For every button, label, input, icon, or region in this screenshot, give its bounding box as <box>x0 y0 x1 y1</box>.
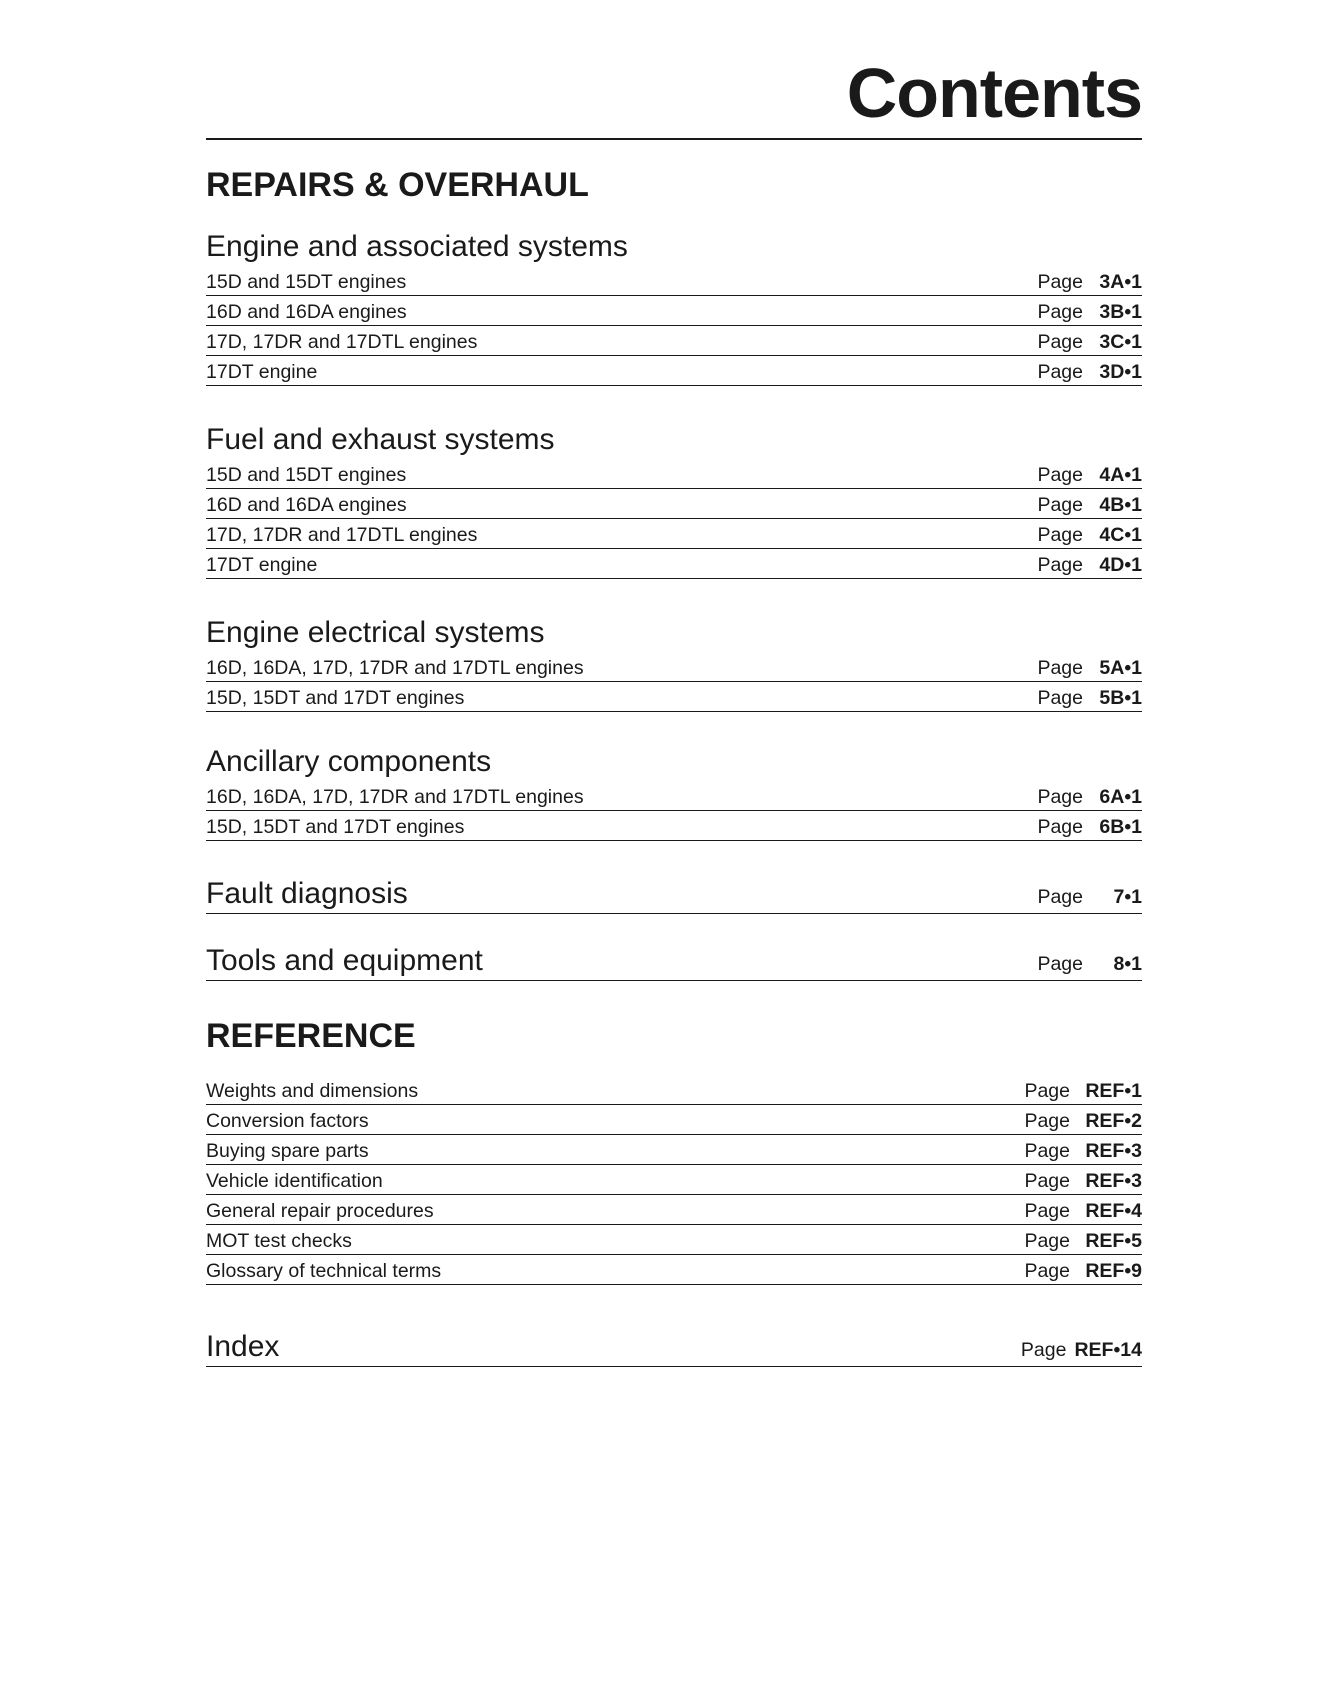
entry-label: Vehicle identification <box>206 1169 383 1192</box>
page-ref: REF•1 <box>1085 1079 1142 1102</box>
page-ref: REF•5 <box>1085 1229 1142 1252</box>
section-engine <box>206 232 1142 386</box>
entry-label: Fault diagnosis <box>206 877 408 910</box>
page-ref: 6B•1 <box>1099 815 1142 838</box>
section-index <box>206 1327 1142 1367</box>
entry-label: General repair procedures <box>206 1199 434 1222</box>
page-word: Page <box>1024 1169 1070 1192</box>
page-ref: 4D•1 <box>1099 553 1142 576</box>
page-ref: 3A•1 <box>1099 270 1142 293</box>
page-ref: REF•3 <box>1085 1139 1142 1162</box>
page-ref: 4B•1 <box>1099 493 1142 516</box>
toc-entry[interactable] <box>206 1195 1142 1225</box>
page-ref: 7•1 <box>1113 885 1142 908</box>
toc-entry-tools[interactable] <box>206 941 1142 981</box>
entry-label: 15D, 15DT and 17DT engines <box>206 686 465 709</box>
page-word: Page <box>1037 686 1083 709</box>
entry-label: 15D and 15DT engines <box>206 270 407 293</box>
reference-heading: REFERENCE <box>206 1017 416 1055</box>
entry-label: Weights and dimensions <box>206 1079 419 1102</box>
toc-entry-index[interactable] <box>206 1327 1142 1367</box>
page-ref: 5B•1 <box>1099 686 1142 709</box>
toc-entry[interactable] <box>206 489 1142 519</box>
page-word: Page <box>1024 1079 1070 1102</box>
page-ref: 8•1 <box>1113 952 1142 975</box>
page-word: Page <box>1037 785 1083 808</box>
page-word: Page <box>1024 1199 1070 1222</box>
page-word: Page <box>1037 885 1083 908</box>
page-title: Contents <box>846 54 1142 132</box>
page-word: Page <box>1024 1109 1070 1132</box>
toc-entry[interactable] <box>206 1165 1142 1195</box>
toc-entry[interactable] <box>206 549 1142 579</box>
toc-entry[interactable] <box>206 682 1142 712</box>
toc-entry[interactable] <box>206 356 1142 386</box>
repairs-overhaul-heading: REPAIRS & OVERHAUL <box>206 166 589 204</box>
page-ref: 3C•1 <box>1099 330 1142 353</box>
page-word: Page <box>1037 270 1083 293</box>
section-heading: Engine electrical systems <box>206 616 545 649</box>
page-ref: REF•14 <box>1074 1338 1142 1361</box>
entry-label: 17D, 17DR and 17DTL engines <box>206 523 478 546</box>
page-word: Page <box>1037 952 1083 975</box>
page-word: Page <box>1024 1259 1070 1282</box>
entry-label: 17DT engine <box>206 360 318 383</box>
page-word: Page <box>1037 523 1083 546</box>
page-ref: 4A•1 <box>1099 463 1142 486</box>
page-ref: REF•4 <box>1085 1199 1142 1222</box>
entry-label: 16D, 16DA, 17D, 17DR and 17DTL engines <box>206 656 584 679</box>
page-ref: 3D•1 <box>1099 360 1142 383</box>
toc-entry[interactable] <box>206 519 1142 549</box>
page-word: Page <box>1037 360 1083 383</box>
page-ref: REF•2 <box>1085 1109 1142 1132</box>
entry-label: 16D and 16DA engines <box>206 300 407 323</box>
page-word: Page <box>1037 463 1083 486</box>
page-word: Page <box>1037 656 1083 679</box>
entry-label: Buying spare parts <box>206 1139 369 1162</box>
entry-label: 16D, 16DA, 17D, 17DR and 17DTL engines <box>206 785 584 808</box>
toc-entry[interactable] <box>206 811 1142 841</box>
entry-label: Conversion factors <box>206 1109 369 1132</box>
page-word: Page <box>1037 493 1083 516</box>
section-ancillary <box>206 747 1142 841</box>
page-word: Page <box>1037 553 1083 576</box>
entry-label: 17DT engine <box>206 553 318 576</box>
page-word: Page <box>1024 1139 1070 1162</box>
section-heading: Engine and associated systems <box>206 230 628 263</box>
entry-label: Glossary of technical terms <box>206 1259 442 1282</box>
page-word: Page <box>1037 330 1083 353</box>
page-ref: 4C•1 <box>1099 523 1142 546</box>
toc-entry[interactable] <box>206 1075 1142 1105</box>
section-reference <box>206 1075 1142 1285</box>
toc-entry[interactable] <box>206 459 1142 489</box>
page-ref: 5A•1 <box>1099 656 1142 679</box>
entry-label: Tools and equipment <box>206 944 483 977</box>
page-ref: 6A•1 <box>1099 785 1142 808</box>
toc-entry[interactable] <box>206 652 1142 682</box>
page-word: Page <box>1024 1229 1070 1252</box>
toc-entry[interactable] <box>206 326 1142 356</box>
page-ref: REF•9 <box>1085 1259 1142 1282</box>
toc-entry[interactable] <box>206 1105 1142 1135</box>
toc-entry[interactable] <box>206 1255 1142 1285</box>
page-ref: REF•3 <box>1085 1169 1142 1192</box>
entry-label: Index <box>206 1330 280 1363</box>
page-word: Page <box>1020 1338 1067 1361</box>
section-tools <box>206 941 1142 981</box>
entry-label: 16D and 16DA engines <box>206 493 407 516</box>
toc-entry-fault-diagnosis[interactable] <box>206 874 1142 914</box>
section-fuel <box>206 425 1142 579</box>
toc-entry[interactable] <box>206 1225 1142 1255</box>
section-fault-diagnosis <box>206 874 1142 914</box>
section-heading: Ancillary components <box>206 745 492 778</box>
toc-entry[interactable] <box>206 1135 1142 1165</box>
section-electrical <box>206 618 1142 712</box>
entry-label: 15D, 15DT and 17DT engines <box>206 815 465 838</box>
entry-label: 17D, 17DR and 17DTL engines <box>206 330 478 353</box>
page-word: Page <box>1037 815 1083 838</box>
title-rule <box>206 138 1142 140</box>
page-word: Page <box>1037 300 1083 323</box>
toc-entry[interactable] <box>206 296 1142 326</box>
page-ref: 3B•1 <box>1099 300 1142 323</box>
toc-entry[interactable] <box>206 266 1142 296</box>
section-heading: Fuel and exhaust systems <box>206 423 555 456</box>
entry-label: MOT test checks <box>206 1229 352 1252</box>
entry-label: 15D and 15DT engines <box>206 463 407 486</box>
toc-entry[interactable] <box>206 781 1142 811</box>
